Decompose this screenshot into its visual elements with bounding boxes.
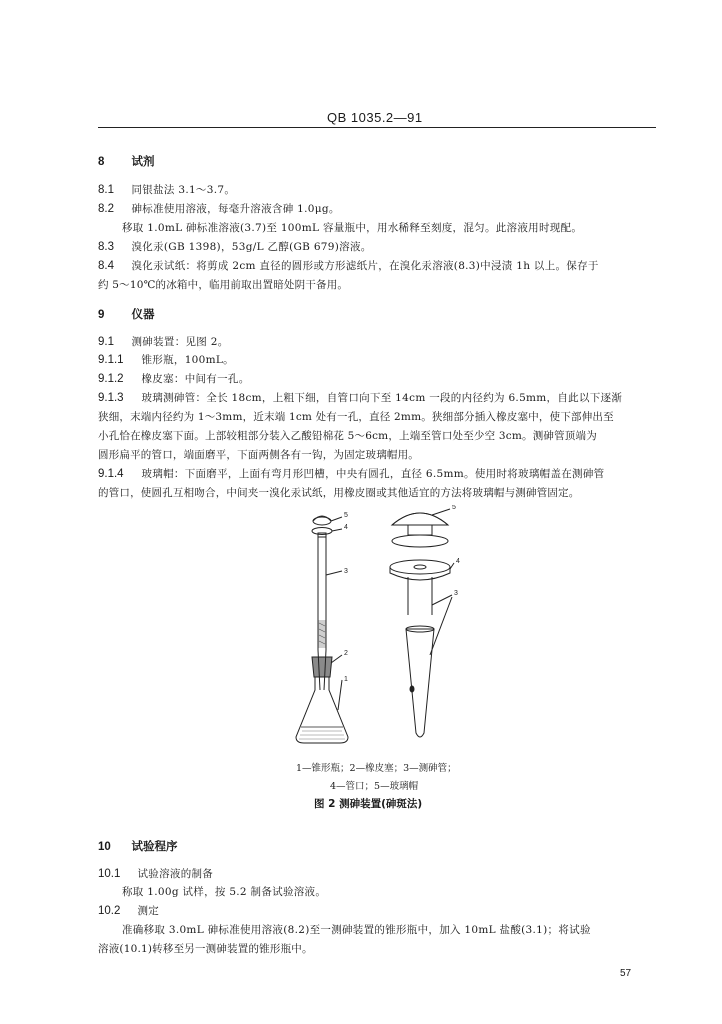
clause-9-1-3 (98, 390, 622, 405)
section-10-heading (98, 838, 178, 854)
figure-legend-line-2: 4—管口；5—玻璃帽 (330, 781, 419, 792)
section-8-heading (98, 153, 155, 169)
assembled-apparatus-drawing (296, 516, 348, 743)
label-5-right: 5 (452, 505, 456, 511)
label-4-right: 4 (456, 558, 460, 565)
clause-9-1-1 (98, 352, 234, 367)
section-9-heading (98, 306, 155, 322)
standard-code: QB 1035.2—91 (327, 110, 423, 125)
header-rule (98, 127, 656, 128)
clause-10-2 (98, 903, 159, 918)
clause-8-3 (98, 239, 372, 254)
clause-8-4 (98, 258, 599, 273)
figure-title: 图 2 测砷装置(砷斑法) (314, 798, 423, 810)
clause-text: 砷标准使用溶液，每毫升溶液含砷 1.0μg。 (131, 203, 340, 215)
label-1-left: 1 (344, 676, 348, 683)
clause-number: 10.1 (98, 868, 121, 880)
label-4-left: 4 (344, 524, 348, 531)
clause-8-4-continued: 约 5～10℃的冰箱中，临用前取出置暗处阴干备用。 (98, 279, 349, 291)
clause-number: 8.3 (98, 241, 114, 253)
clause-text: 橡皮塞：中间有一孔。 (141, 373, 250, 385)
clause-text: 玻璃帽：下面磨平，上面有弯月形凹槽，中央有圆孔，直径 6.5mm。使用时将玻璃帽盖在测砷管 (141, 468, 605, 480)
clause-8-2 (98, 201, 340, 216)
clause-number: 9.1 (98, 336, 114, 348)
clause-text: 溴化汞试纸：将剪成 2cm 直径的圆形或方形滤纸片，在溴化汞溶液(8.3)中浸渍 1h 以上。保存于 (131, 260, 599, 272)
clause-9-1-3-line-4: 圆形扁平的管口，端面磨平，下面两侧各有一钩，为固定玻璃帽用。 (98, 449, 419, 461)
figure-labels (344, 505, 460, 683)
clause-number: 10.2 (98, 905, 121, 917)
clause-text: 试验溶液的制备 (137, 868, 214, 880)
clause-9-1-3-line-2: 狭细，末端内径约为 1～3mm，近末端 1cm 处有一孔，直径 2mm。狭细部分插入橡皮塞中，使下部伸出至 (98, 411, 614, 423)
clause-number: 9.1.4 (98, 468, 124, 480)
clause-number: 8.1 (98, 184, 114, 196)
heading-number: 10 (98, 841, 111, 853)
clause-text: 测定 (137, 905, 160, 917)
clause-text: 溴化汞(GB 1398)，53g/L 乙醇(GB 679)溶液。 (131, 241, 372, 253)
label-2-left: 2 (344, 650, 348, 657)
heading-text: 试剂 (131, 154, 155, 168)
clause-text: 测砷装置：见图 2。 (131, 336, 229, 348)
clause-number: 9.1.1 (98, 354, 124, 366)
clause-number: 9.1.3 (98, 392, 124, 404)
clause-text: 同银盐法 3.1～3.7。 (131, 184, 236, 196)
clause-number: 8.4 (98, 260, 114, 272)
heading-number: 9 (98, 309, 105, 321)
label-3-left: 3 (344, 568, 348, 575)
exploded-detail-drawing (390, 509, 454, 737)
clause-10-1 (98, 866, 213, 881)
heading-number: 8 (98, 156, 105, 168)
clause-9-1-4-line-2: 的管口，使圆孔互相吻合，中间夹一溴化汞试纸，用橡皮圈或其他适宜的方法将玻璃帽与测砷管固定。 (98, 487, 580, 499)
label-5-left: 5 (344, 512, 348, 519)
clause-number: 9.1.2 (98, 373, 124, 385)
clause-10-2-line-2: 溶液(10.1)转移至另一测砷装置的锥形瓶中。 (98, 943, 313, 955)
heading-text: 试验程序 (131, 839, 178, 853)
clause-10-1-detail: 称取 1.00g 试样，按 5.2 制备试验溶液。 (122, 886, 327, 898)
heading-text: 仪器 (131, 307, 155, 321)
clause-9-1-3-line-3: 小孔恰在橡皮塞下面。上部较粗部分装入乙酸铅棉花 5～6cm，上端至管口处至少空 3cm。测砷管顶端为 (98, 430, 597, 442)
clause-9-1-4 (98, 466, 604, 481)
clause-8-2-detail: 移取 1.0mL 砷标准溶液(3.7)至 100mL 容量瓶中，用水稀释至刻度，混匀。此溶液用时现配。 (122, 222, 583, 234)
arsenic-apparatus-figure (282, 505, 482, 755)
page-number: 57 (620, 968, 632, 979)
clause-text: 玻璃测砷管：全长 18cm，上粗下细，自管口向下至 14cm 一段的内径约为 6.5mm，自此以下逐渐 (141, 392, 623, 404)
clause-9-1 (98, 334, 229, 349)
clause-text: 锥形瓶，100mL。 (141, 354, 234, 366)
clause-8-1 (98, 182, 235, 197)
label-3-right: 3 (454, 590, 458, 597)
figure-legend-line-1: 1—锥形瓶；2—橡皮塞；3—测砷管； (296, 763, 457, 774)
clause-10-2-line-1: 准确移取 3.0mL 砷标准使用溶液(8.2)至一测砷装置的锥形瓶中，加入 10mL 盐酸(3.1)；将试验 (122, 924, 591, 936)
clause-number: 8.2 (98, 203, 114, 215)
clause-9-1-2 (98, 371, 250, 386)
